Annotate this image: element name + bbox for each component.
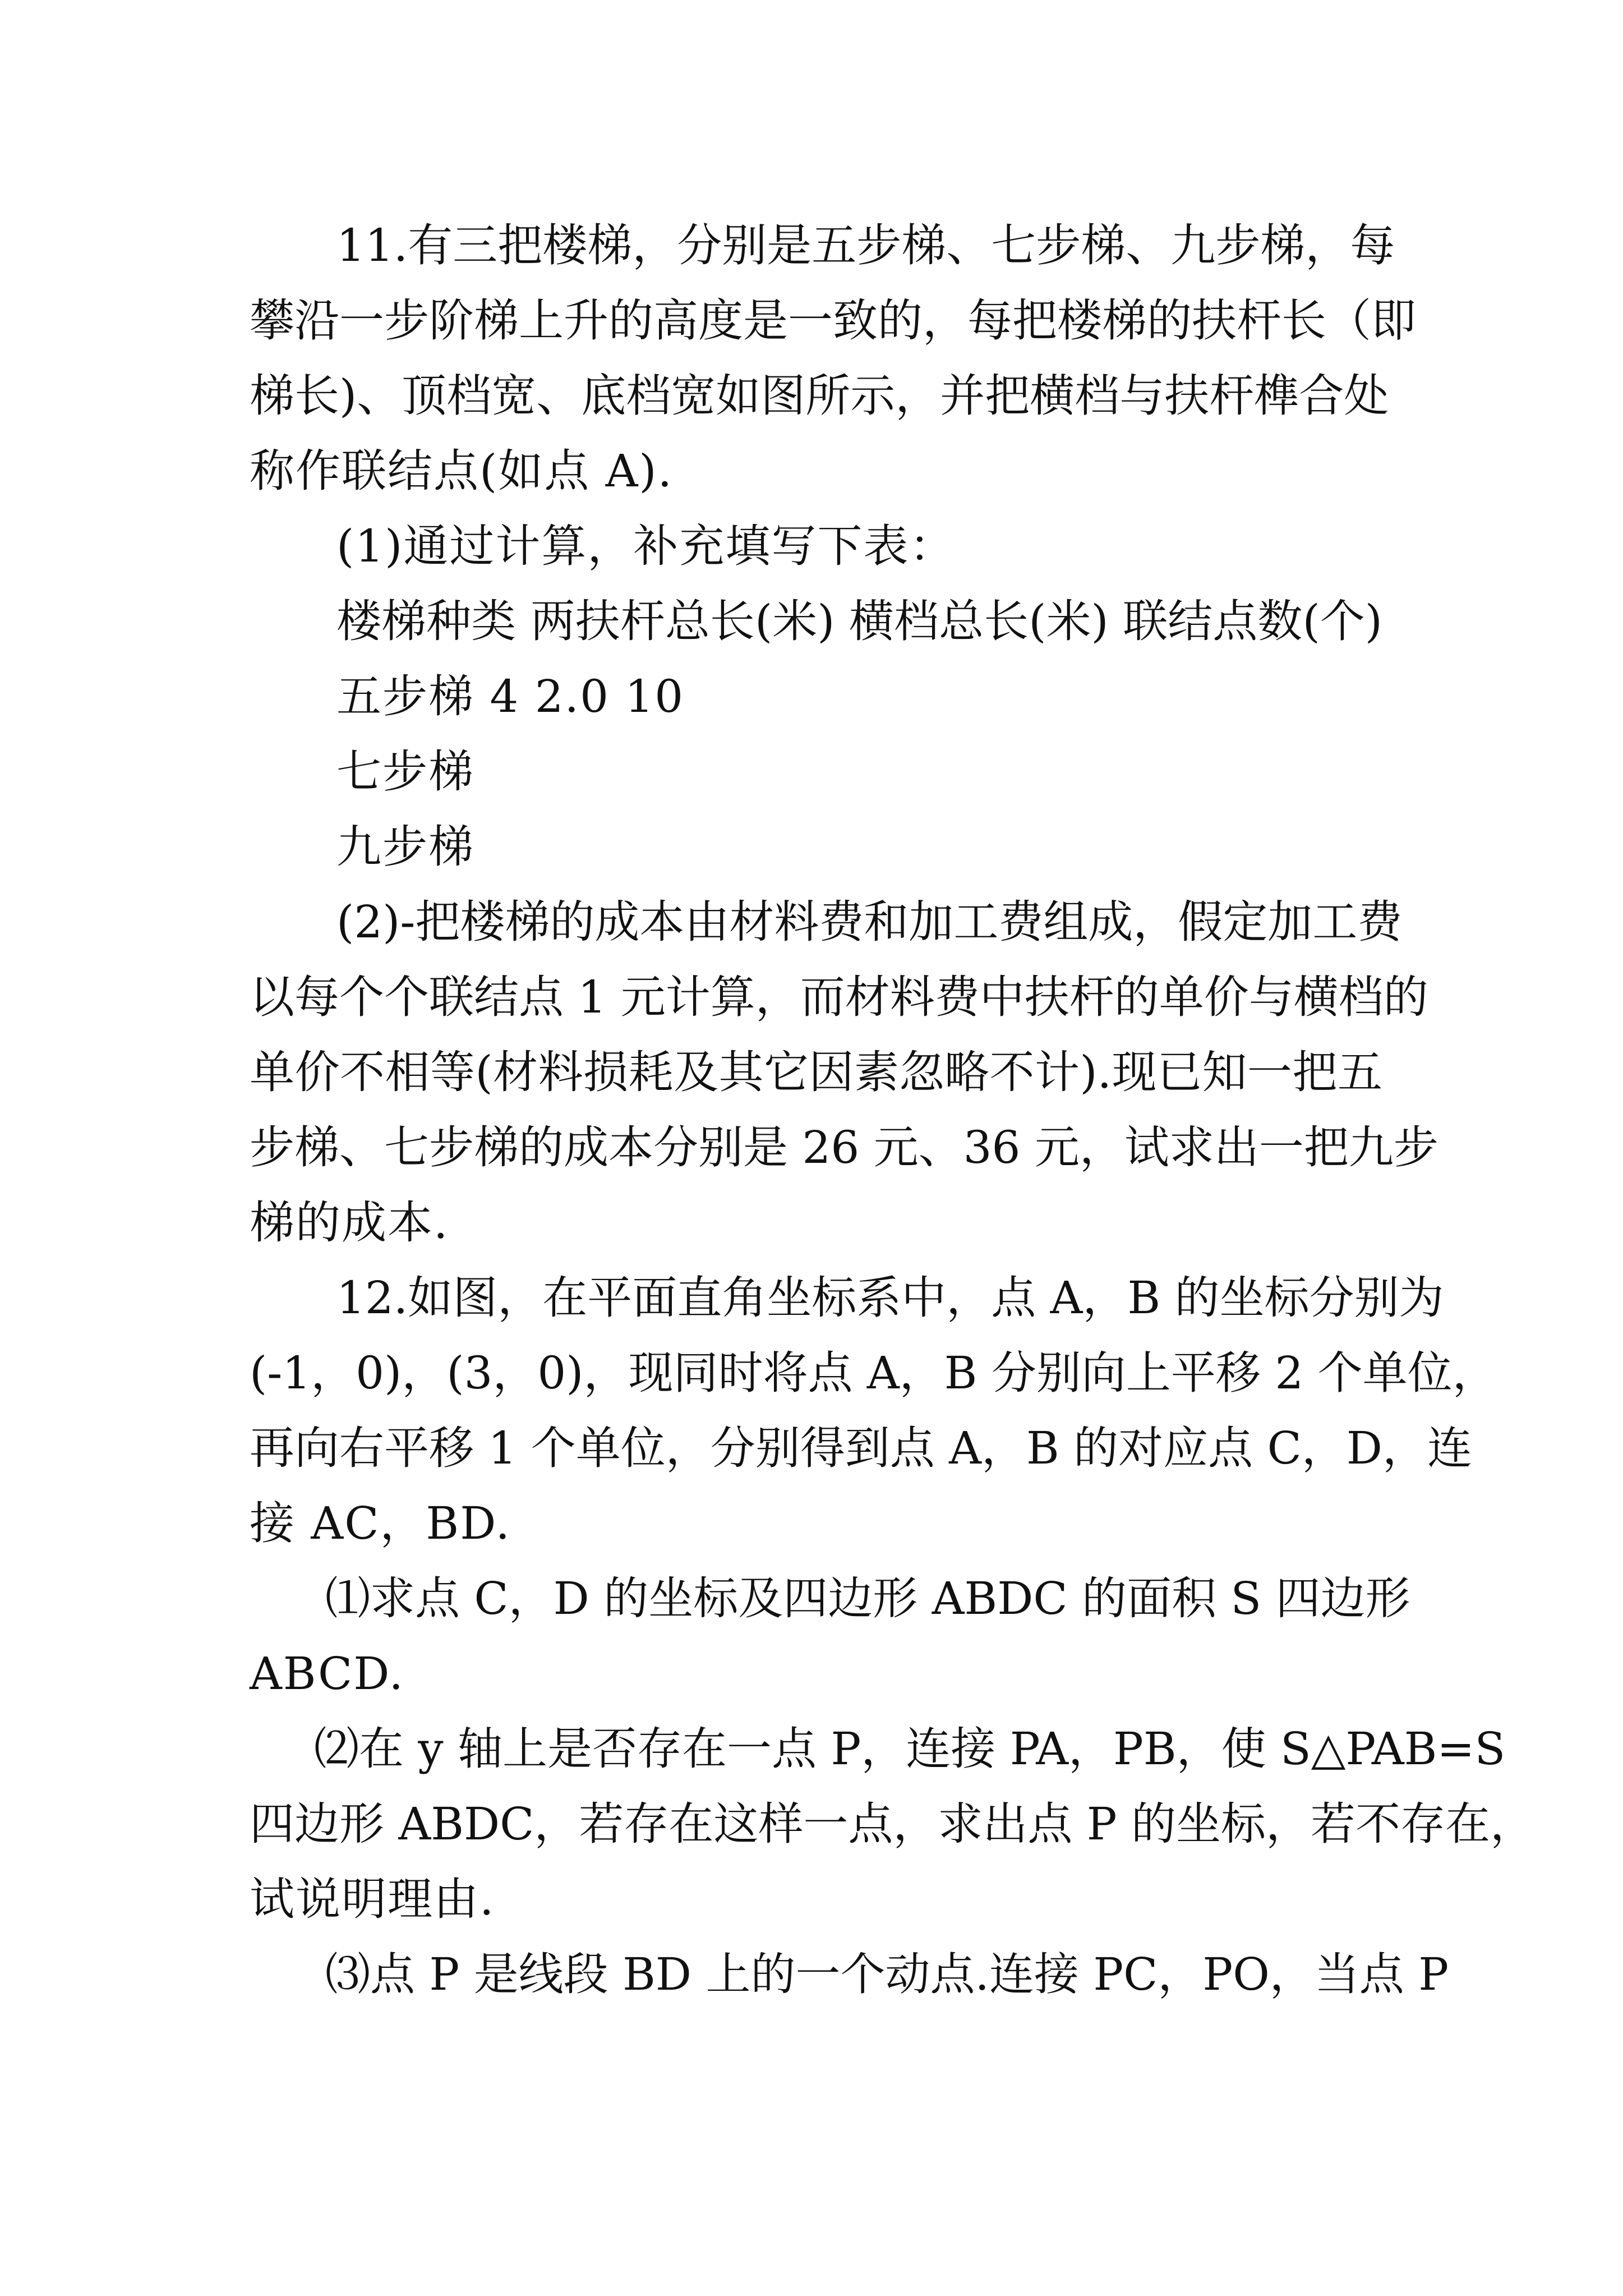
q11-line-4: 称作联结点(如点 A).: [250, 445, 674, 497]
q11-line-2: 攀沿一步阶梯上升的高度是一致的，每把楼梯的扶杆长（即: [250, 295, 1416, 347]
q11-part2-line-2: 以每个个联结点 1 元计算，而材料费中扶杆的单价与横档的: [250, 971, 1428, 1023]
q12-part1-line-2: ABCD.: [250, 1648, 404, 1700]
q12-line-2: (-1，0)，(3，0)，现同时将点 A，B 分别向上平移 2 个单位，: [250, 1347, 1497, 1399]
q11-part2-line-4: 步梯、七步梯的成本分别是 26 元、36 元，试求出一把九步: [250, 1121, 1438, 1174]
q11-table-row-seven-step: 七步梯: [336, 746, 474, 798]
q11-table-row-five-step: 五步梯 4 2.0 10: [336, 670, 685, 723]
q12-line-4: 接 AC，BD.: [250, 1497, 511, 1549]
q11-part2-line-3: 单价不相等(材料损耗及其它因素忽略不计).现已知一把五: [250, 1046, 1382, 1098]
q12-line-3: 再向右平移 1 个单位，分别得到点 A，B 的对应点 C，D，连: [250, 1422, 1472, 1474]
q11-part1-intro: (1)通过计算，补充填写下表：: [336, 520, 956, 572]
q11-table-header: 楼梯种类 两扶杆总长(米) 横档总长(米) 联结点数(个): [336, 595, 1382, 647]
q12-part2-line-1: ⑵在 y 轴上是否存在一点 P，连接 PA，PB，使 S△PAB=S: [314, 1723, 1506, 1775]
q12-part3-line-1: ⑶点 P 是线段 BD 上的一个动点.连接 PC，PO，当点 P: [325, 1948, 1449, 2000]
q12-part1-line-1: ⑴求点 C，D 的坐标及四边形 ABDC 的面积 S 四边形: [325, 1572, 1410, 1625]
q12-part2-line-2: 四边形 ABDC，若存在这样一点，求出点 P 的坐标，若不存在，: [250, 1798, 1536, 1850]
q11-part2-line-1: (2)-把楼梯的成本由材料费和加工费组成，假定加工费: [336, 896, 1403, 948]
q12-line-1: 12.如图，在平面直角坐标系中，点 A，B 的坐标分别为: [336, 1272, 1444, 1324]
q11-line-3: 梯长)、顶档宽、底档宽如图所示，并把横档与扶杆榫合处: [250, 370, 1389, 422]
q11-line-1: 11.有三把楼梯，分别是五步梯、七步梯、九步梯，每: [336, 219, 1395, 272]
q11-table-row-nine-step: 九步梯: [336, 821, 474, 873]
q12-part2-line-3: 试说明理由.: [250, 1873, 495, 1925]
q11-part2-line-5: 梯的成本.: [250, 1197, 449, 1249]
